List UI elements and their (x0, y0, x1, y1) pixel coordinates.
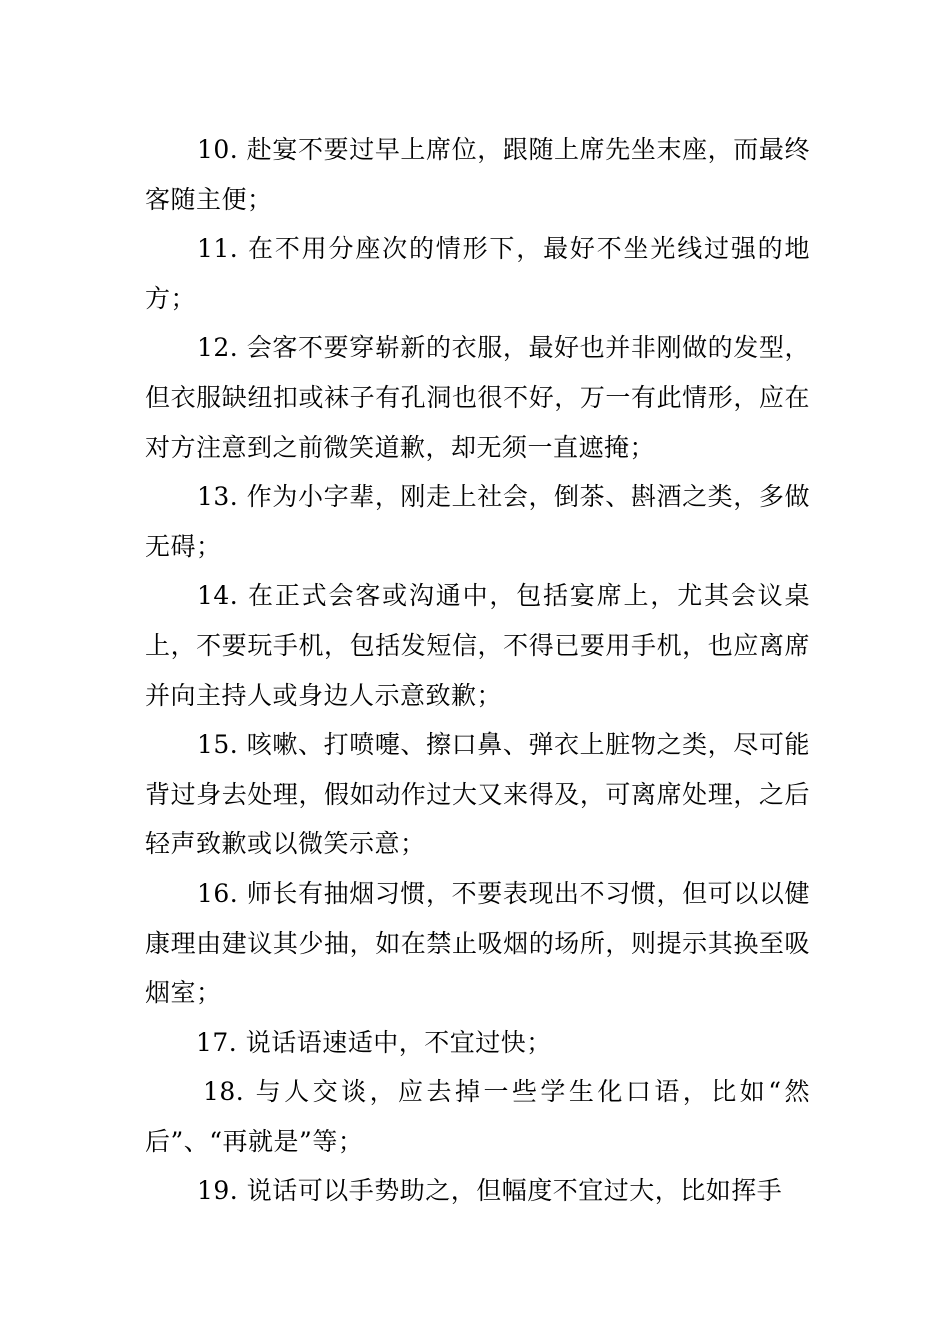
list-item-15: 15. 咳嗽、打喷嚏、擦口鼻、弹衣上脏物之类，尽可能背过身去处理，假如动作过大又来得及，可离席处理，之后轻声致歉或以微笑示意； (145, 730, 810, 859)
list-item-11: 11. 在不用分座次的情形下，最好不坐光线过强的地方； (145, 234, 810, 313)
list-item-14: 14. 在正式会客或沟通中，包括宴席上，尤其会议桌上，不要玩手机，包括发短信，不得已要用手机，也应离席并向主持人或身边人示意致歉； (145, 581, 810, 710)
document-body (145, 125, 810, 1216)
list-item-13: 13. 作为小字辈，刚走上社会，倒茶、斟酒之类，多做无碍； (145, 482, 810, 561)
list-item-19: 19. 说话可以手势助之，但幅度不宜过大，比如挥手 (197, 1176, 783, 1206)
list-item-16: 16. 师长有抽烟习惯，不要表现出不习惯，但可以以健康理由建议其少抽，如在禁止吸烟的场所，则提示其换至吸烟室； (145, 878, 810, 1008)
list-item-18: 18. 与人交谈，应去掉一些学生化口语，比如“然后”、“再就是”等； (145, 1077, 810, 1156)
list-item-12: 12. 会客不要穿崭新的衣服，最好也并非刚做的发型，但衣服缺纽扣或袜子有孔洞也很不好，万一有此情形，应在对方注意到之前微笑道歉，却无须一直遮掩； (145, 333, 810, 462)
list-item-10: 10. 赴宴不要过早上席位，跟随上席先坐末座，而最终客随主便； (145, 135, 810, 214)
list-item-17: 17. 说话语速适中，不宜过快； (196, 1027, 552, 1057)
